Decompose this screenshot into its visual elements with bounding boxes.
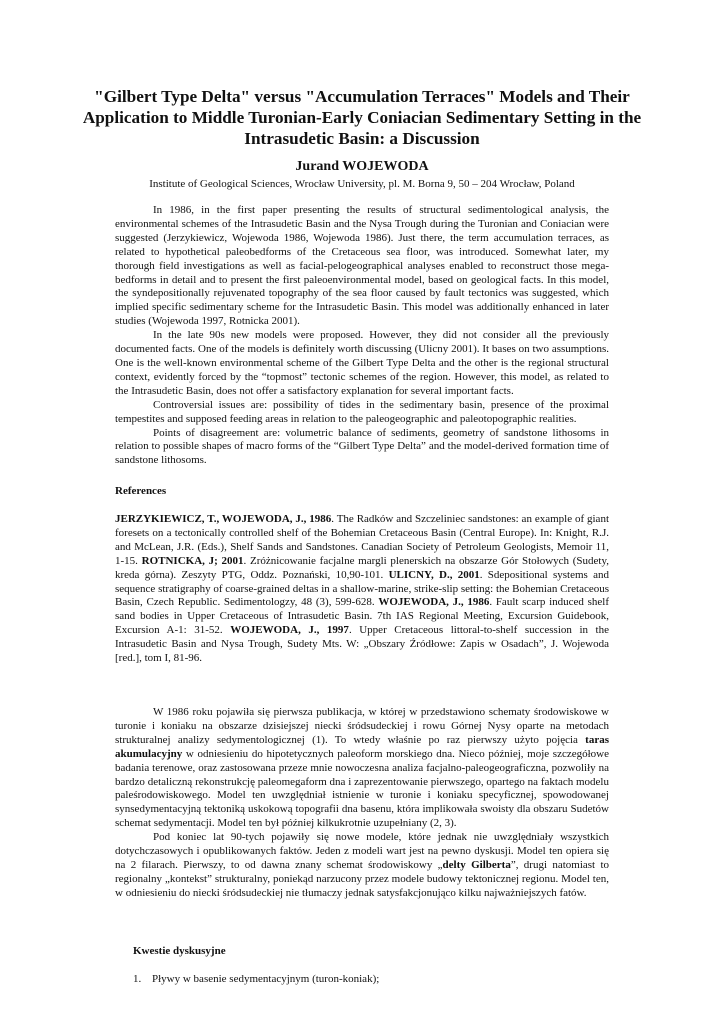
reference-text: . Fault scarp induced shelf sand bodies in Upper Cretaceous of Intrasudetic Basin. 7th IAS Regional Meeting, Excursion Guidebook, Excursion A-1: 31-52. bbox=[115, 596, 609, 637]
polish-text: Pod koniec lat 90-tych pojawiły się nowe modele, które jednak nie uwzględniały wszystkich dotychczasowych i opublikowanych faktów. Jeden z modeli wart jest na pewno dyskusji. Model ten opiera się na 2 filarach. Pierwszy, to od dawna znany schemat środowiskowy „ bbox=[115, 831, 609, 871]
reference-author: WOJEWODA, J., 1986 bbox=[378, 596, 490, 609]
reference-author: ROTNICKA, J; 2001 bbox=[141, 554, 244, 567]
paper-title: "Gilbert Type Delta" versus "Accumulation Terraces" Models and Their Application to Middle Turonian-Early Coniacian Sedimentary Setting in the Intrasudetic Basin: a Discussion bbox=[82, 87, 642, 148]
abstract-paragraph: In 1986, in the first paper presenting the results of structural sedimentological analysis, the environmental schemes of the Intrasudetic Basin and the Nysa Trough during the Turonian and Coniacian were suggested (Jerzykiewicz, Wojewoda 1986, Wojewoda 1986). Just there, the term accumulation terraces, as related to hypothetical paleobedforms of the Cretaceous sea floor, was introduced. Somewhat later, my thorough field investigations as well as facial-pelogeographical analyses enabled to reconstruct those mega-bedforms in detail and to present the first paleoenvironmental model, based on geological facts. In this model, the syndepositionally rejuvenated topography of the sea floor caused by fault tectonics was suggested, which implied specific sedimentary scheme for the Intrasudetic Basin. This model was additionally enhanced in later studies (Wojewoda 1997, Rotnicka 2001). bbox=[115, 204, 609, 328]
polish-text: w odniesieniu do hipotetycznych paleoform morskiego dna. Nieco później, moje szczegółowe badania terenowe, oraz zastosowana przeze mnie nowoczesna analiza facjalno-paleogeograficzna, pozwoliły na bardzo detaliczną rekonstrukcję paleomegaform dna i zaprezentowanie pierwszego, opartego na faktach modelu paleśrodowiskowego. Model ten uwzględniał istnienie w turonie i koniaku specyficznej, spowodowanej synsedymentacyjną tektoniką uskokową topografii dna basenu, która implikowała swoisty dla obszaru Sudetów schemat sedymentacji. Model ten był później kilkukrotnie uzupełniany (2, 3). bbox=[115, 747, 609, 830]
abstract-polish bbox=[115, 706, 609, 901]
polish-text: ”, drugi natomiast to regionalny „kontekst” strukturalny, poniekąd narzucony przez modele budowy tektonicznej regionu. Model ten, w odniesieniu do niecki śródsudeckiej nie tłumaczy jednak satysfakcjonująco kilku najważniejszych fatów. bbox=[115, 858, 610, 899]
abstract-paragraph: Points of disagreement are: volumetric balance of sediments, geometry of sandstone lithosoms in relation to possible shapes of macro forms of the “Gilbert Type Delta” and the model-derived formation time of sandstone lithosoms. bbox=[115, 426, 609, 467]
polish-section-heading: Kwestie dyskusyjne bbox=[133, 945, 226, 957]
polish-paragraph bbox=[115, 831, 609, 901]
polish-paragraph bbox=[115, 706, 609, 831]
polish-term-bold: delty Gilberta bbox=[442, 858, 511, 871]
author-name: Jurand WOJEWODA bbox=[295, 159, 429, 174]
author-affiliation: Institute of Geological Sciences, Wrocław University, pl. M. Borna 9, 50 – 204 Wrocław, Poland bbox=[149, 178, 575, 190]
polish-text: W 1986 roku pojawiła się pierwsza publikacja, w której w przedstawiono schematy środowiskowe w turonie i koniaku na obszarze dzisiejszej niecki śródsudeckiej i rowu Górnej Nysy oparte na metodach strukturalnej analizy sedymentologicznej (1). To wtedy właśnie po raz pierwszy użyto pojęcia bbox=[115, 706, 609, 746]
reference-text: . Upper Cretaceous littoral-to-shelf succession in the Intrasudetic Basin and Nysa Trough, Sudety Mts. W: „Obszary Źródłowe: Zapis w Osadach”, J. Wojewoda [red.], tom I, 81-96. bbox=[115, 624, 609, 665]
references-paragraph bbox=[115, 513, 609, 666]
reference-text: . Zróżnicowanie facjalne margli plenerskich na obszarze Gór Stołowych (Sudety, kreda górna). Zeszyty PTG, Oddz. Poznański, 10,90-101. bbox=[115, 554, 609, 581]
abstract-paragraph: Controversial issues are: possibility of tides in the sedimentary basin, presence of the proximal tempestites and supposed feeding areas in relation to the paleogeographic and paleotopographic realities. bbox=[115, 398, 609, 425]
reference-text: . Sdepositional systems and sequence stratigraphy of coarse-grained deltas in a shallow-marine, strike-slip setting: the Bohemian Cretaceous Basin, Czech Republic. Sedimentologzy, 48 (3), 599-628. bbox=[115, 568, 610, 609]
reference-text: . The Radków and Szczeliniec sandstones: an example of giant foresets on a tectonically controlled shelf of the Bohemian Cretaceous Basin (Central Europe). In: Knight, R.J. and McLean, J.R. (Eds.), Shelf Sands and Sandstones. Canadian Society of Petroleum Geologists, Memoir 11, 1-15. bbox=[115, 513, 609, 567]
abstract-english bbox=[115, 204, 609, 468]
reference-author: JERZYKIEWICZ, T., WOJEWODA, J., 1986 bbox=[115, 513, 332, 525]
list-item-text: Pływy w basenie sedymentacyjnym (turon-koniak); bbox=[152, 973, 380, 985]
references-heading: References bbox=[115, 485, 167, 497]
polish-term-bold: taras akumulacyjny bbox=[115, 733, 609, 760]
reference-author: WOJEWODA, J., 1997 bbox=[230, 624, 349, 637]
references-list bbox=[115, 513, 609, 666]
polish-discussion-list bbox=[133, 973, 609, 987]
reference-author: ULICNY, D., 2001 bbox=[388, 568, 480, 581]
list-item bbox=[133, 973, 609, 987]
list-item-number: 1. bbox=[133, 973, 142, 985]
abstract-paragraph: In the late 90s new models were proposed. However, they did not consider all the previously documented facts. One of the models is definitely worth discussing (Ulicny 2001). It bases on two assumptions. One is the well-known environmental scheme of the Gilbert Type Delta and the other is the regional structural context, evidently forced by the “topmost” tectonic schemes of the region. However, this model, as related to the Intrasudetic Basin, does not offer a satisfactory explanation for several important facts. bbox=[115, 329, 609, 397]
